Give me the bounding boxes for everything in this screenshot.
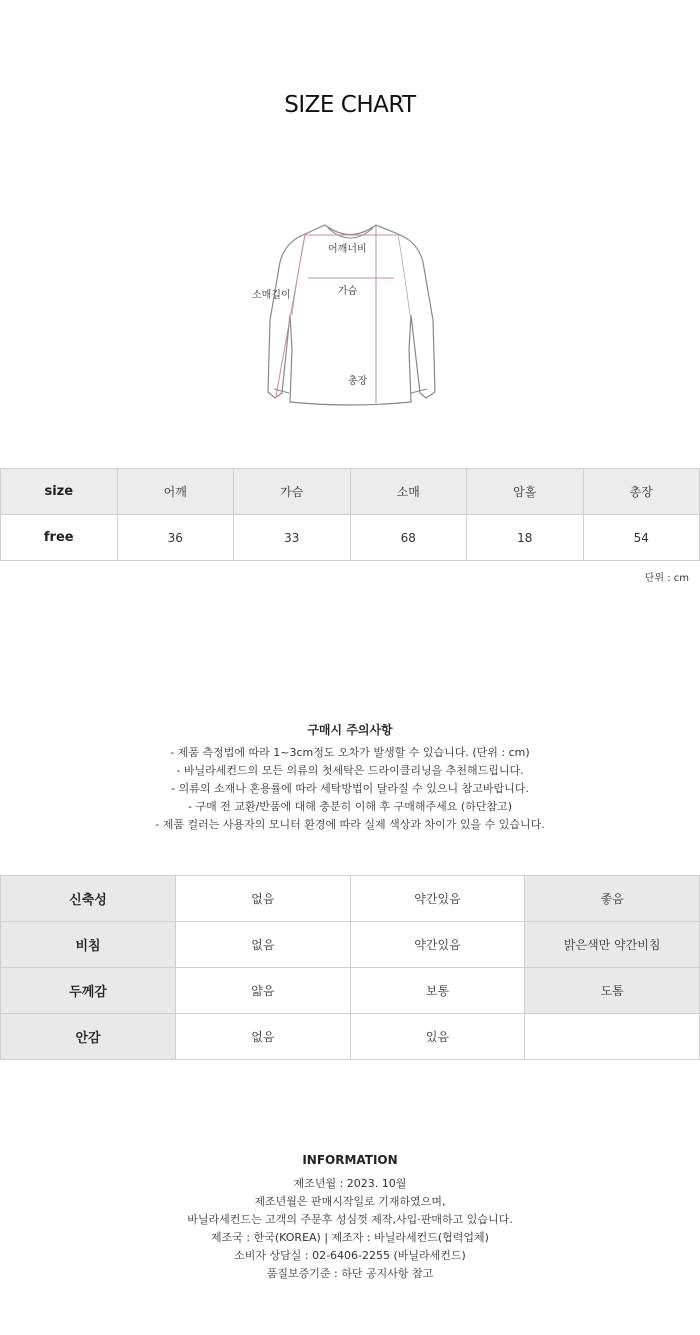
information-title: INFORMATION — [302, 1153, 398, 1167]
size-value: free — [1, 515, 118, 561]
garment-diagram — [0, 210, 700, 420]
header-shoulder: 어깨 — [117, 469, 234, 515]
armhole-value: 18 — [467, 515, 584, 561]
notice-line: - 제품 측정법에 따라 1~3cm정도 오차가 발생할 수 있습니다. (단위 : cm) — [170, 746, 530, 759]
information-list — [0, 1175, 700, 1283]
property-option: 없음 — [176, 1014, 351, 1060]
header-length: 총장 — [583, 469, 700, 515]
info-line: 품질보증기준 : 하단 공지사항 참고 — [266, 1267, 434, 1280]
property-option-selected: 도톰 — [525, 968, 700, 1014]
property-option: 약간있음 — [350, 922, 525, 968]
fabric-properties-table — [0, 875, 700, 1060]
neckline — [328, 228, 373, 238]
right-armhole — [398, 234, 410, 315]
property-label: 안감 — [1, 1014, 176, 1060]
sleeve-value: 68 — [350, 515, 467, 561]
header-sleeve: 소매 — [350, 469, 467, 515]
property-row-stretch — [1, 876, 700, 922]
notice-line: - 바닐라세컨드의 모든 의류의 첫세탁은 드라이클리닝을 추천해드립니다. — [176, 764, 524, 777]
property-option: 없음 — [176, 876, 351, 922]
notice-line: - 의류의 소재나 혼용률에 따라 세탁방법이 달라질 수 있으니 참고바랍니다. — [171, 782, 529, 795]
notice-line: - 구매 전 교환/반품에 대해 충분히 이해 후 구매해주세요 (하단참고) — [187, 800, 512, 813]
table-row — [1, 515, 700, 561]
property-row-sheerness — [1, 922, 700, 968]
info-line: 제조년월 : 2023. 10월 — [293, 1177, 407, 1190]
property-label: 두께감 — [1, 968, 176, 1014]
info-line: 바닐라세컨드는 고객의 주문후 성심껏 제작,사입·판매하고 있습니다. — [187, 1213, 513, 1226]
header-chest: 가슴 — [234, 469, 351, 515]
property-option: 보통 — [350, 968, 525, 1014]
property-label: 비침 — [1, 922, 176, 968]
header-armhole: 암홀 — [467, 469, 584, 515]
property-option: 얇음 — [176, 968, 351, 1014]
info-line: 소비자 상담실 : 02-6406-2255 (바닐라세컨드) — [234, 1249, 466, 1262]
property-row-thickness — [1, 968, 700, 1014]
notice-list — [0, 744, 700, 834]
label-chest: 가슴 — [338, 286, 358, 297]
property-row-lining — [1, 1014, 700, 1060]
notice-title: 구매시 주의사항 — [307, 723, 393, 737]
header-size: size — [1, 469, 118, 515]
right-cuff — [411, 389, 427, 393]
notice-line: - 제품 컬러는 사용자의 모니터 환경에 따라 실제 색상과 차이가 있을 수 있습니다. — [155, 818, 545, 831]
unit-note: 단위 : cm — [644, 573, 689, 584]
property-option: 있음 — [350, 1014, 525, 1060]
label-shoulder: 어깨너비 — [328, 244, 367, 255]
property-option: 약간있음 — [350, 876, 525, 922]
property-option — [525, 1014, 700, 1060]
size-table — [0, 468, 700, 561]
info-line: 제조국 : 한국(KOREA) | 제조자 : 바닐라세컨드(협력업체) — [211, 1231, 489, 1244]
page-title: SIZE CHART — [284, 92, 416, 118]
property-option: 없음 — [176, 922, 351, 968]
length-value: 54 — [583, 515, 700, 561]
chest-value: 33 — [234, 515, 351, 561]
label-length: 총장 — [348, 376, 368, 387]
property-option-selected: 밝은색만 약간비침 — [525, 922, 700, 968]
info-line: 제조년월은 판매시작일로 기재하였으며, — [254, 1195, 446, 1208]
label-sleeve: 소매길이 — [252, 290, 291, 301]
size-table-header — [1, 469, 700, 515]
property-label: 신축성 — [1, 876, 176, 922]
shoulder-value: 36 — [117, 515, 234, 561]
property-option-selected: 좋음 — [525, 876, 700, 922]
